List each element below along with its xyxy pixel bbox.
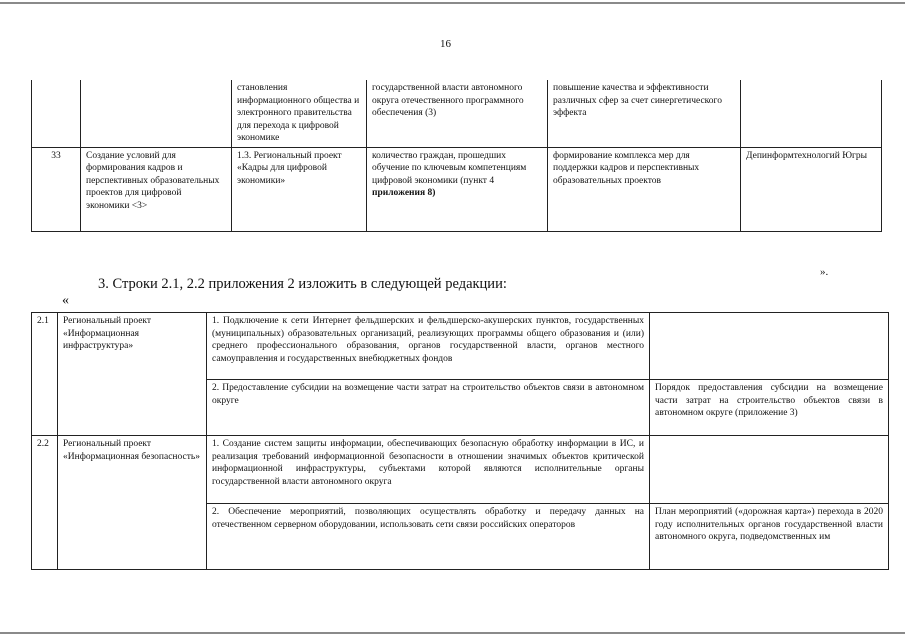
closing-quote: ». [820,266,829,278]
expected-result: формирование комплекса мер для поддержки кадров и перспективных образовательных проектов [548,147,741,231]
legal-document [650,313,889,380]
table-cell: государственной власти автономного округа отечественного программного обеспечения (3) [367,80,548,147]
measure: 2. Предоставление субсидии на возмещение части затрат на строительство объектов связи в автономном округе [207,380,650,436]
row-number: 33 [32,147,81,231]
legal-document [650,436,889,504]
regional-project: 1.3. Региональный проект «Кадры для цифровой экономики» [232,147,367,231]
table-row [32,147,882,231]
appendix-table [31,312,889,570]
legal-document: Порядок предоставления субсидии на возмещение части затрат на строительство объектов связи в автономном округе (приложение 3) [650,380,889,436]
page-number: 16 [440,38,451,50]
project-name: Региональный проект «Информационная безопасность» [58,436,207,570]
table-cell [741,80,882,147]
indicator-text: количество граждан, прошедших обучение по ключевым компетенциям цифровой экономики (пункт 4 [372,150,527,186]
table-row [32,313,889,380]
measure: 1. Подключение к сети Интернет фельдшерских и фельдшерско-акушерских пунктов, государственных (муниципальных) образовательных организаций, реализующих программы общего образования и (или) среднего профессионального образования, органов государственной власти, органов местного самоуправления и государственных внебюджетных фондов [207,313,650,380]
row-number: 2.1 [32,313,58,436]
table-row [32,80,882,147]
legal-document: План мероприятий («дорожная карта») перехода в 2020 году исполнительных органов государственной власти автономного округа, подведомственных им [650,504,889,570]
table-cell [32,80,81,147]
project-name: Региональный проект «Информационная инфраструктура» [58,313,207,436]
goals-table [31,80,882,232]
table-cell: повышение качества и эффективности различных сфер за счет синергетического эффекта [548,80,741,147]
table-cell [81,80,232,147]
scan-top-edge [0,2,905,4]
indicator-appendix: приложения 8) [372,188,436,198]
table-cell: становления информационного общества и электронного правительства для перехода к цифровой экономике [232,80,367,147]
table-row [32,436,889,504]
measure: 2. Обеспечение мероприятий, позволяющих осуществлять обработку и передачу данных на отечественном серверном оборудовании, использовать сети связи российских операторов [207,504,650,570]
scan-bottom-edge [0,632,905,634]
section-heading: 3. Строки 2.1, 2.2 приложения 2 изложить в следующей редакции: [98,276,507,292]
goal-name: Создание условий для формирования кадров и перспективных образовательных проектов для цифровой экономики <3> [81,147,232,231]
responsible-agency: Депинформтехнологий Югры [741,147,882,231]
indicator [367,147,548,231]
row-number: 2.2 [32,436,58,570]
measure: 1. Создание систем защиты информации, обеспечивающих безопасную обработку информации в ИС, и реализация требований информационной безопасности в отношении значимых объектов критической информационной инфраструктуры, субъектами которой являются исполнительные органы государственной власти автономного округа [207,436,650,504]
opening-quote: « [62,293,69,308]
